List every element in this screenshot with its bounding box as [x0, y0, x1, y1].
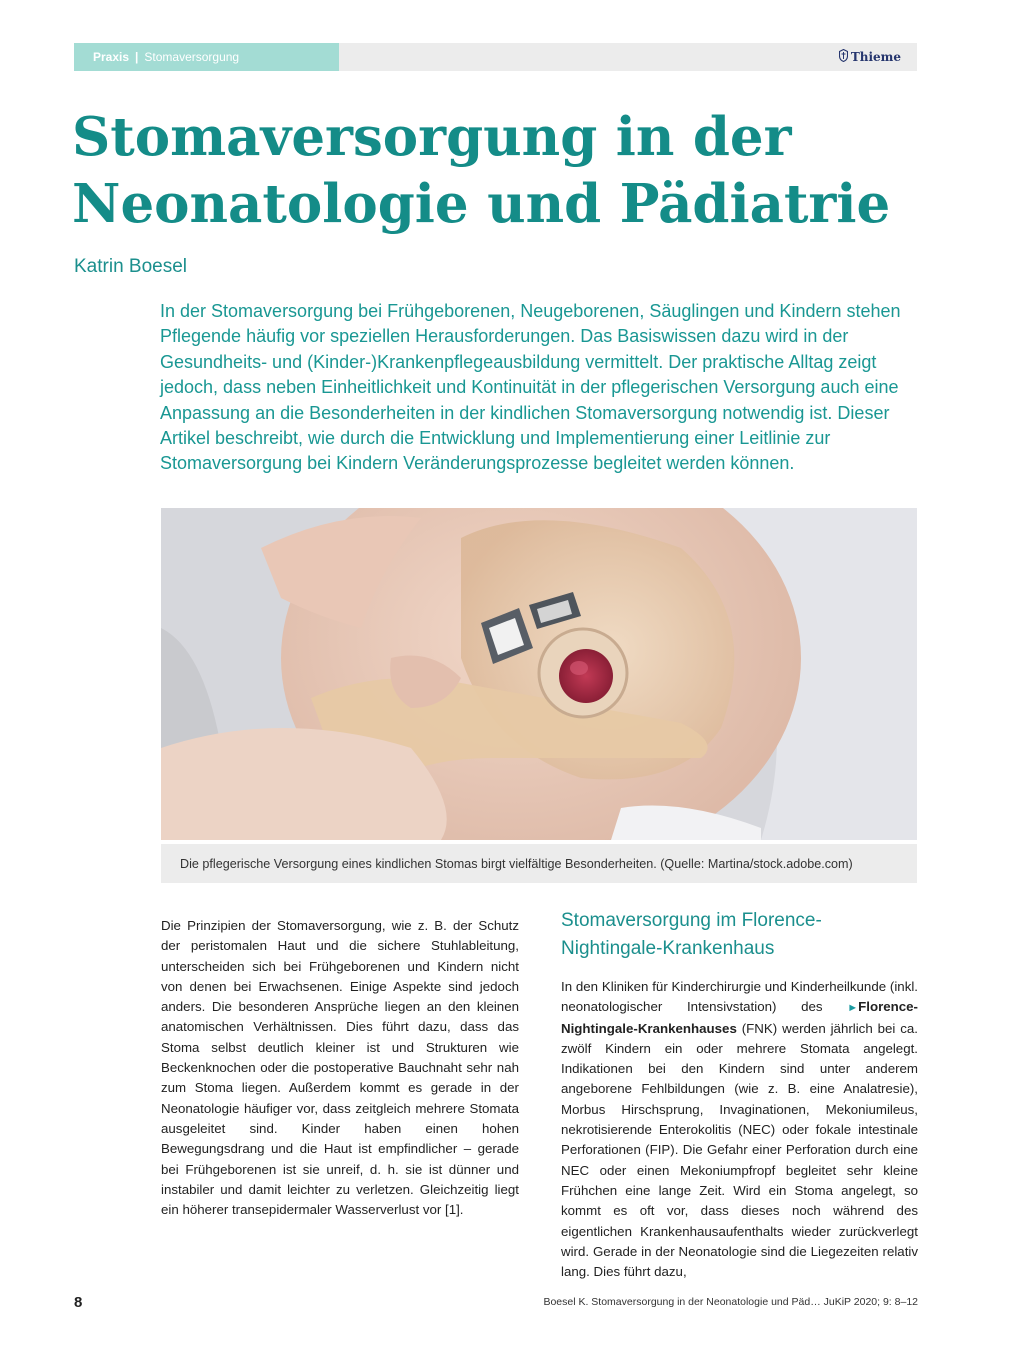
hospital-link[interactable]: Florence-Nightingale-Krankenhauses [561, 999, 918, 1036]
page-number: 8 [74, 1294, 83, 1311]
body-paragraph-right [561, 977, 918, 1282]
section-label: Praxis [93, 50, 130, 64]
publisher-header [339, 43, 917, 71]
figure-caption: Die pflegerische Versorgung eines kindlichen Stomas birgt vielfältige Besonderheiten. (Quelle: Martina/stock.adobe.com) [161, 844, 917, 883]
section-topic: Stomaversorgung [144, 50, 240, 64]
thieme-logo-icon [839, 49, 848, 65]
section-header [74, 43, 339, 71]
article-title: Stomaversorgung in der Neonatologie und Pädiatrie [72, 106, 891, 235]
paragraph-text-after-link: (FNK) werden jährlich bei ca. zwölf Kindern ein oder mehrere Stomata angelegt. Indikationen bei den Kindern sind unter anderem angeborene Fehlbildungen (wie z. B. eine Analatresie), Morbus Hirschsprung, Invaginationen, Mekoniumileus, nekrotisierende Enterokolitis (NEC) oder fokale intestinale Perforationen (FIP). Die Gefahr einer Perforation durch eine NEC oder einen Mekoniumpfropf begleitet sehr kleine Frühchen eine lange Zeit. Wird ein Stoma angelegt, so kommt es oft vor, dass dieses noch während des eigentlichen Krankenhausaufenthalts wieder zurückverlegt wird. Gerade in der Neonatologie sind die Liegezeiten relativ lang. Dies führt dazu, [561, 1020, 918, 1280]
publisher-name: Thieme [850, 50, 901, 64]
section-separator: | [135, 50, 139, 64]
article-author: Katrin Boesel [74, 256, 188, 277]
body-paragraph-left: Die Prinzipien der Stomaversorgung, wie z. B. der Schutz der peristomalen Haut und die sichere Stuhlableitung, unterscheiden sich bei Frühgeborenen und Kindern nicht von denen bei Erwachsenen. Einige Aspekte sind jedoch anders. Die besonderen Ansprüche liegen an den kleinen anatomischen Verhältnissen. Dies führt dazu, dass das Stoma selbst deutlich kleiner ist und Strukturen wie Beckenknochen oder die postoperative Bauchnaht sehr nah zum Stoma liegen. Außerdem kommt es gerade in der Neonatologie häufiger vor, dass zeitgleich mehrere Stomata ausgeleitet sind. Kinder haben einen hohen Bewegungsdrang und die Haut ist empfindlicher – gerade bei Frühgeborenen ist sie unreif, d. h. sie ist dünner und instabiler und damit leichter zu verletzen. Gleichzeitig liegt ein höherer transepidermaler Wasserverlust vor [1]. [161, 918, 519, 1218]
article-abstract: In der Stomaversorgung bei Frühgeborenen, Neugeborenen, Säuglingen und Kindern stehen Pflegende häufig vor speziellen Herausforderungen. Das Basiswissen dazu wird in der Gesundheits- und (Kinder-)Krankenpflegeausbildung vermittelt. Der praktische Alltag zeigt jedoch, dass neben Einheitlichkeit und Kontinuität in der pflegerischen Versorgung auch eine Anpassung an die Besonderheiten in der kindlichen Stomaversorgung notwendig ist. Dieser Artikel beschreibt, wie durch die Entwicklung und Implementierung einer Leitlinie zur Stomaversorgung bei Kindern Veränderungsprozesse begleitet werden können. [160, 301, 901, 474]
footer-citation: Boesel K. Stomaversorgung in der Neonatologie und Päd… JuKiP 2020; 9: 8–12 [543, 1296, 918, 1308]
section-heading: Stomaversorgung im Florence-Nightingale-Krankenhaus [561, 910, 822, 959]
link-arrow-icon[interactable]: ► [847, 1002, 859, 1015]
stoma-photo [161, 508, 917, 840]
paragraph-text-before-link: In den Kliniken für Kinderchirurgie und Kinderheilkunde (inkl. neonatologischer Intensivstation) des [561, 979, 918, 1015]
